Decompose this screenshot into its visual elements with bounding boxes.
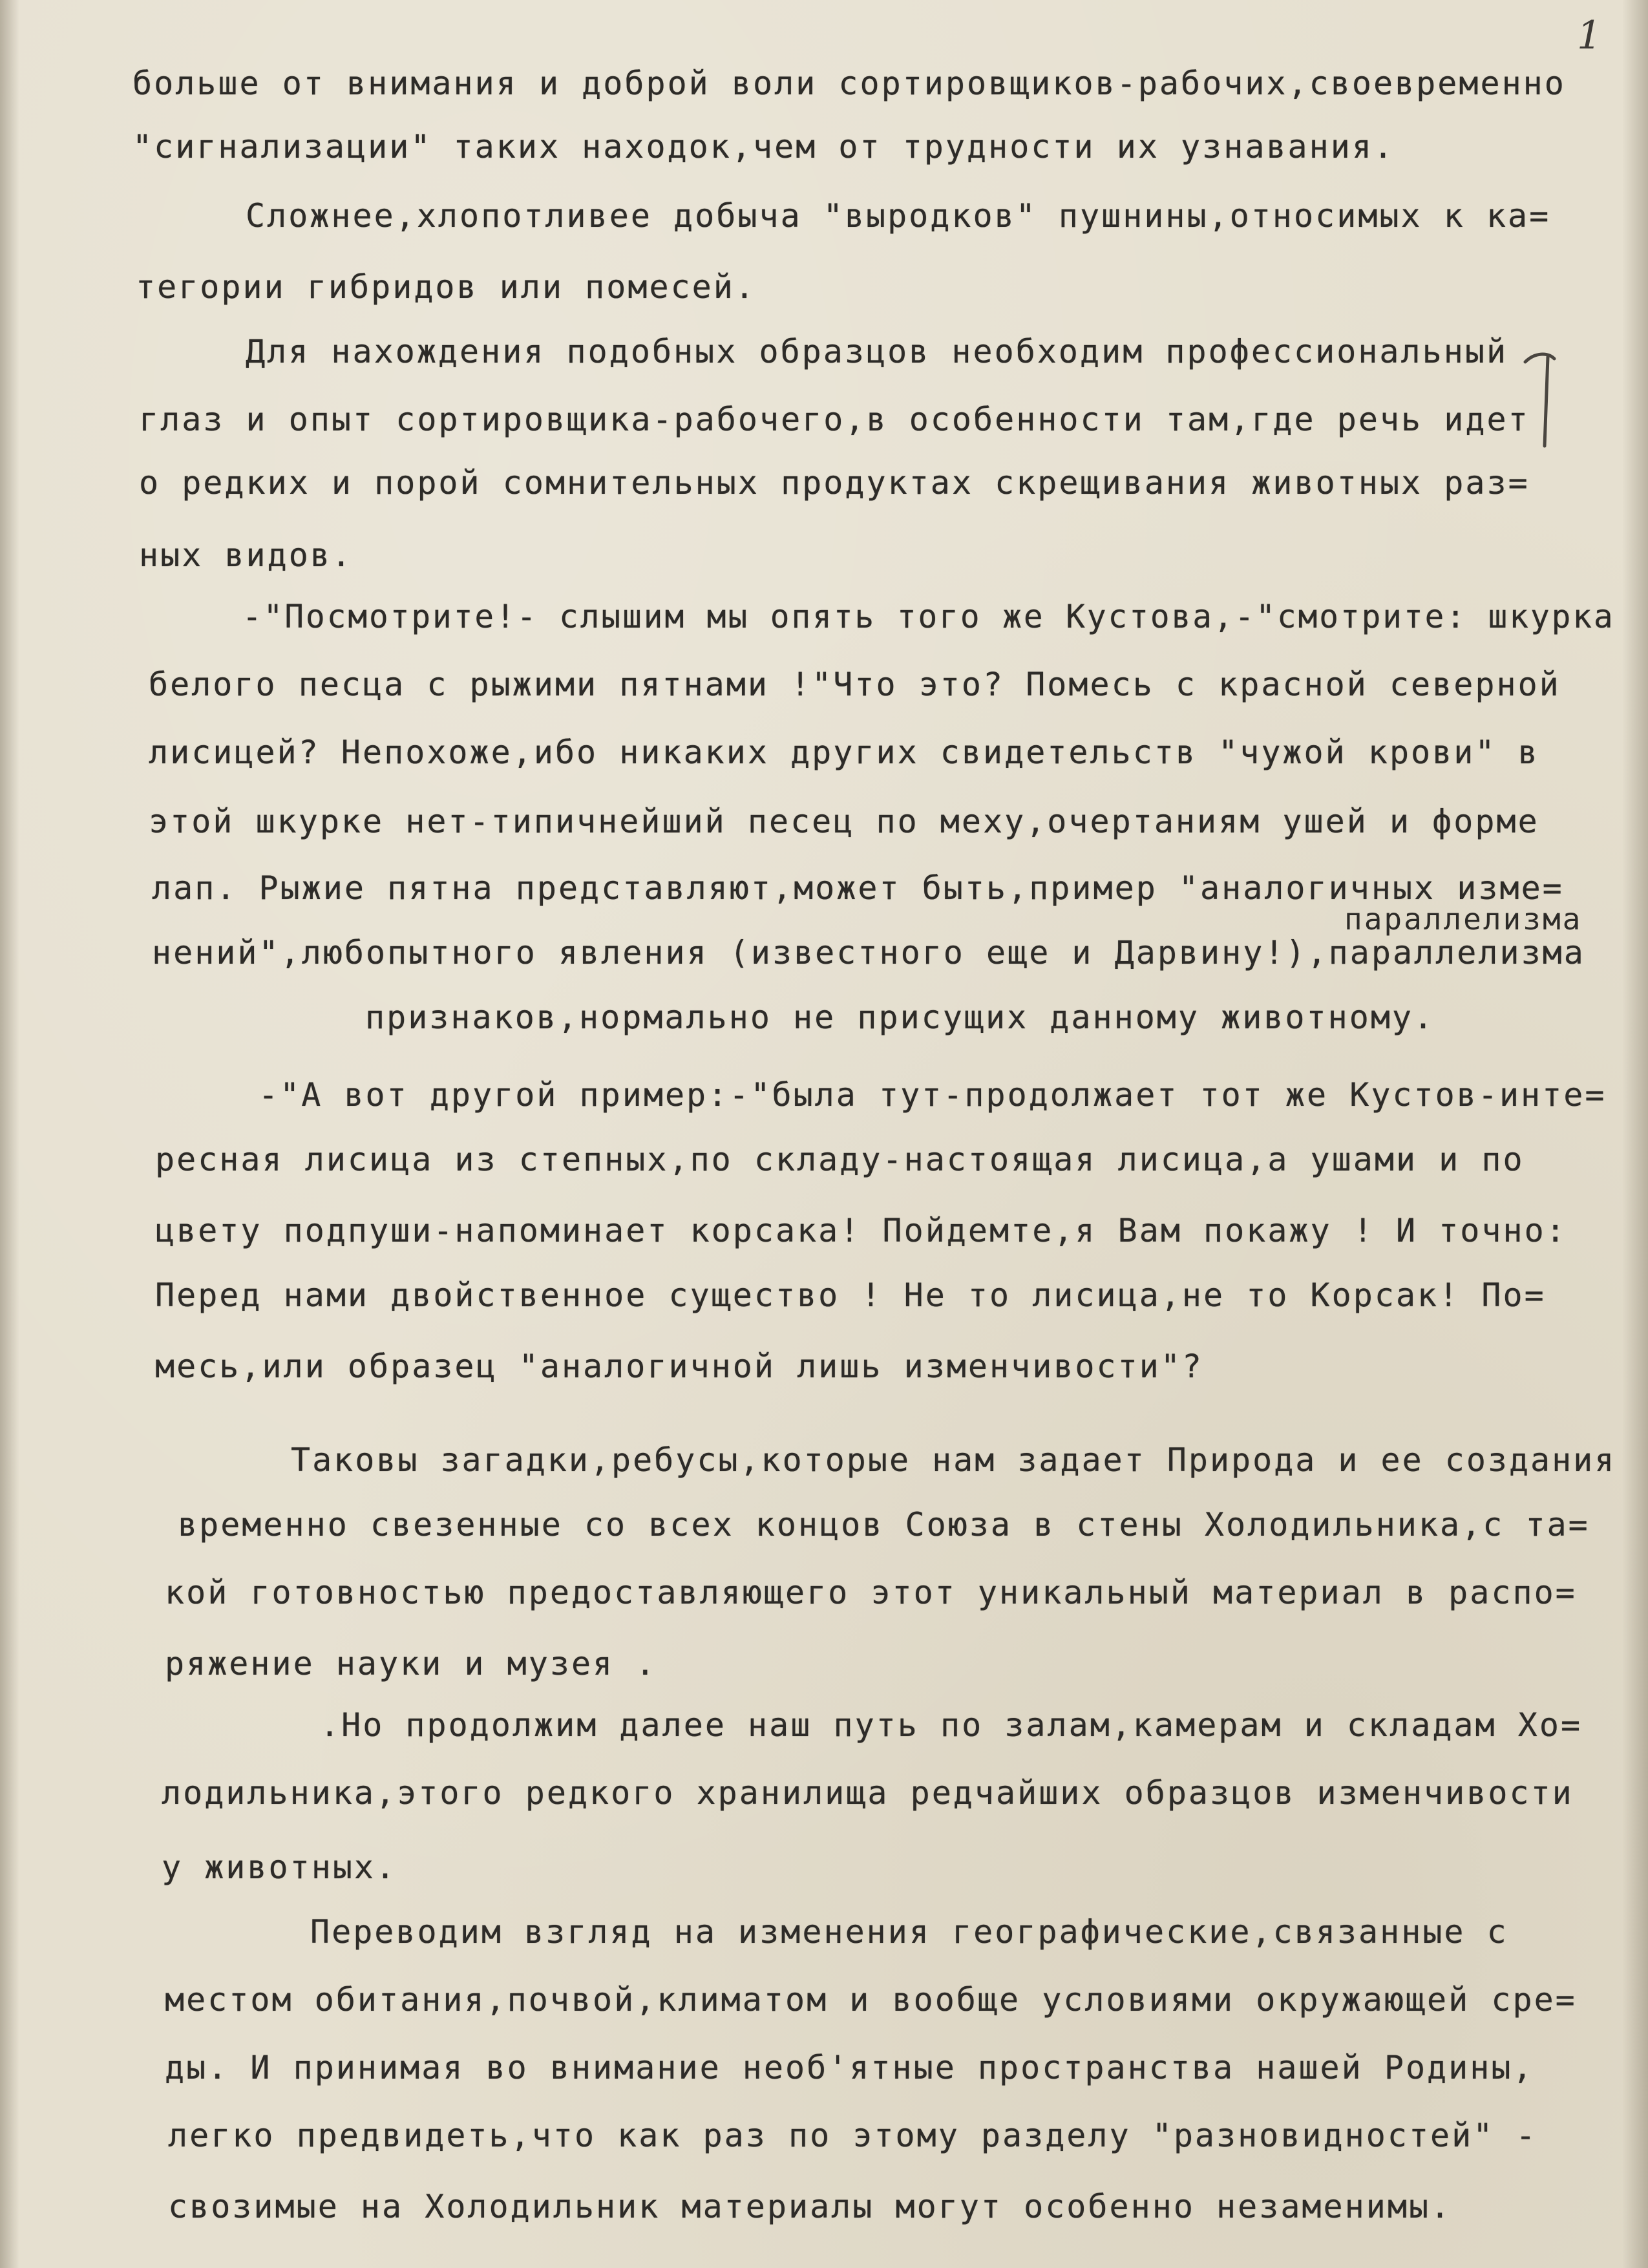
text-line: .Но продолжим далее наш путь по залам,камерам и складам Хо= — [320, 1706, 1583, 1744]
text-line: легко предвидеть,что как раз по этому разделу "разновидностей" - — [168, 2117, 1537, 2154]
text-line: ды. И принимая во внимание необ'ятные пространства нашей Родины, — [165, 2049, 1534, 2086]
text-line: -"А вот другой пример:-"была тут-продолжает тот же Кустов-инте= — [259, 1076, 1607, 1114]
text-line: о редких и порой сомнительных продуктах скрещивания животных раз= — [139, 464, 1530, 502]
text-line: Сложнее,хлопотливее добыча "выродков" пушнины,относимых к ка= — [246, 197, 1551, 235]
text-line: нений",любопытного явления (известного еще и Дарвину!),параллелизма — [152, 934, 1585, 971]
text-line: лодильника,этого редкого хранилища редчайших образцов изменчивости — [162, 1774, 1574, 1812]
text-line: ных видов. — [139, 536, 354, 574]
text-line: этой шкурке нет-типичнейший песец по меху,очертаниям ушей и форме — [149, 803, 1539, 840]
text-line: кой готовностью предоставляющего этот уникальный материал в распо= — [165, 1574, 1577, 1611]
page-shadow-left — [0, 0, 19, 2268]
text-line: временно свезенные со всех концов Союза в стены Холодильника,с та= — [178, 1506, 1590, 1543]
text-line: белого песца с рыжими пятнами !"Что это? Помесь с красной северной — [149, 666, 1561, 703]
text-line: ряжение науки и музея . — [165, 1645, 657, 1682]
handwritten-correction: параллелизма — [1344, 902, 1583, 937]
text-line: глаз и опыт сортировщика-рабочего,в особенности там,где речь идет — [139, 401, 1530, 438]
text-line: Для нахождения подобных образцов необходим профессиональный — [246, 333, 1508, 370]
text-line: местом обитания,почвой,климатом и вообще условиями окружающей сре= — [165, 1981, 1577, 2019]
text-line: больше от внимания и доброй воли сортировщиков-рабочих,своевременно — [132, 65, 1566, 102]
text-line: лап. Рыжие пятна представляют,может быть,пример "аналогичных изме= — [152, 869, 1564, 907]
text-line: "сигнализации" таких находок,чем от трудности их узнавания. — [132, 128, 1395, 165]
text-line: Переводим взгляд на изменения географические,связанные с — [310, 1913, 1508, 1951]
text-line: тегории гибридов или помесей. — [136, 268, 756, 306]
text-line: свозимые на Холодильник материалы могут особенно незаменимы. — [168, 2188, 1452, 2225]
text-line: ресная лисица из степных,по складу-настоящая лисица,а ушами и по — [155, 1141, 1525, 1178]
text-line: Перед нами двойственное существо ! Не то лисица,не то Корсак! По= — [155, 1277, 1546, 1314]
text-line: Таковы загадки,ребусы,которые нам задает Природа и ее создания — [291, 1441, 1616, 1479]
text-line: цвету подпуши-напоминает корсака! Пойдемте,я Вам покажу ! И точно: — [155, 1212, 1567, 1249]
text-line: у животных. — [162, 1849, 397, 1886]
text-line: лисицей? Непохоже,ибо никаких других свидетельств "чужой крови" в — [149, 734, 1539, 771]
text-line: месь,или образец "аналогичной лишь изменчивости"? — [155, 1348, 1204, 1385]
text-line: -"Посмотрите!- слышим мы опять того же Кустова,-"смотрите: шкурка — [242, 598, 1615, 635]
page-number: 1 — [1577, 13, 1602, 58]
page-shadow-right — [1622, 0, 1648, 2268]
text-line: признаков,нормально не присущих данному животному. — [365, 999, 1435, 1036]
